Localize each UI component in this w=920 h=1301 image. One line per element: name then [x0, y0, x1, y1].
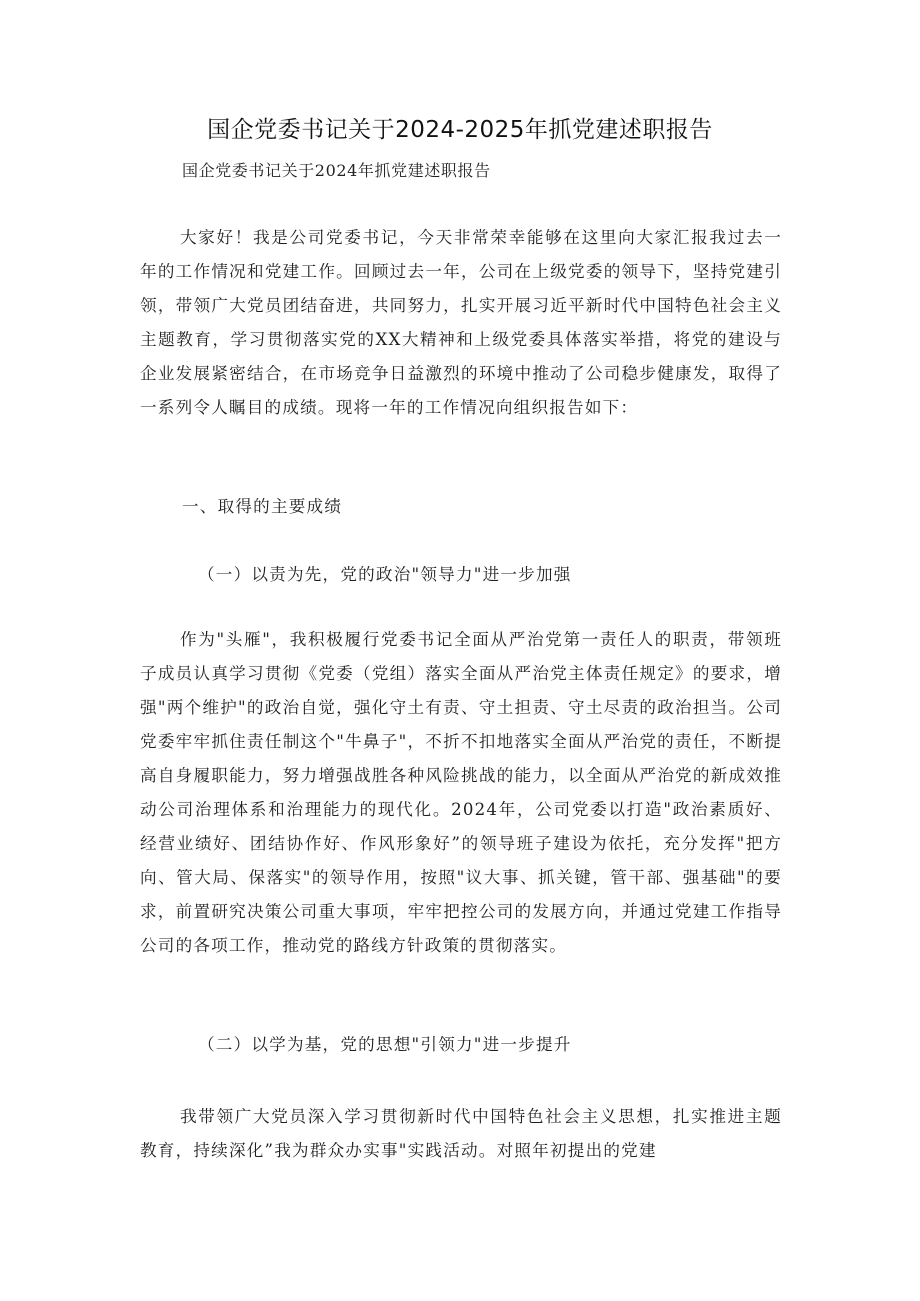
document-subtitle: 国企党委书记关于2024年抓党建述职报告 [182, 161, 491, 180]
intro-paragraph: 大家好！我是公司党委书记，今天非常荣幸能够在这里向大家汇报我过去一年的工作情况和党建工作。回顾过去一年，公司在上级党委的领导下，坚持党建引领，带领广大党员团结奋进，共同努力，扎实开展习近平新时代中国特色社会主义主题教育，学习贯彻落实党的XX大精神和上级党委具体落实举措，将党的建设与企业发展紧密结合，在市场竞争日益激烈的环境中推动了公司稳步健康发，取得了一系列令人瞩目的成绩。现将一年的工作情况向组织报告如下： [140, 228, 782, 417]
subsection-heading-leadership: （一）以责为先，党的政治"领导力"进一步加强 [198, 565, 572, 584]
section-heading-achievements: 一、取得的主要成绩 [182, 497, 343, 516]
document-title: 国企党委书记关于2024-2025年抓党建述职报告 [207, 117, 713, 143]
subsection-heading-ideology: （二）以学为基，党的思想"引领力"进一步提升 [198, 1035, 572, 1054]
subsection-paragraph-ideology: 我带领广大党员深入学习贯彻新时代中国特色社会主义思想，扎实推进主题教育，持续深化”我为群众办实事"实践活动。对照年初提出的党建 [140, 1107, 782, 1160]
subsection-paragraph-leadership: 作为"头雁"，我积极履行党委书记全面从严治党第一责任人的职责，带领班子成员认真学习贯彻《党委（党组）落实全面从严治党主体责任规定》的要求，增强"两个维护"的政治自觉，强化守土有责、守土担责、守土尽责的政治担当。公司党委牢牢抓住责任制这个"牛鼻子"，不折不扣地落实全面从严治党的责任，不断提高自身履职能力，努力增强战胜各种风险挑战的能力，以全面从严治党的新成效推动公司治理体系和治理能力的现代化。2024年，公司党委以打造"政治素质好、经营业绩好、团结协作好、作风形象好”的领导班子建设为依托，充分发挥"把方向、管大局、保落实"的领导作用，按照"议大事、抓关键，管干部、强基础"的要求，前置研究决策公司重大事项，牢牢把控公司的发展方向，并通过党建工作指导公司的各项工作，推动党的路线方针政策的贯彻落实。 [140, 630, 782, 955]
